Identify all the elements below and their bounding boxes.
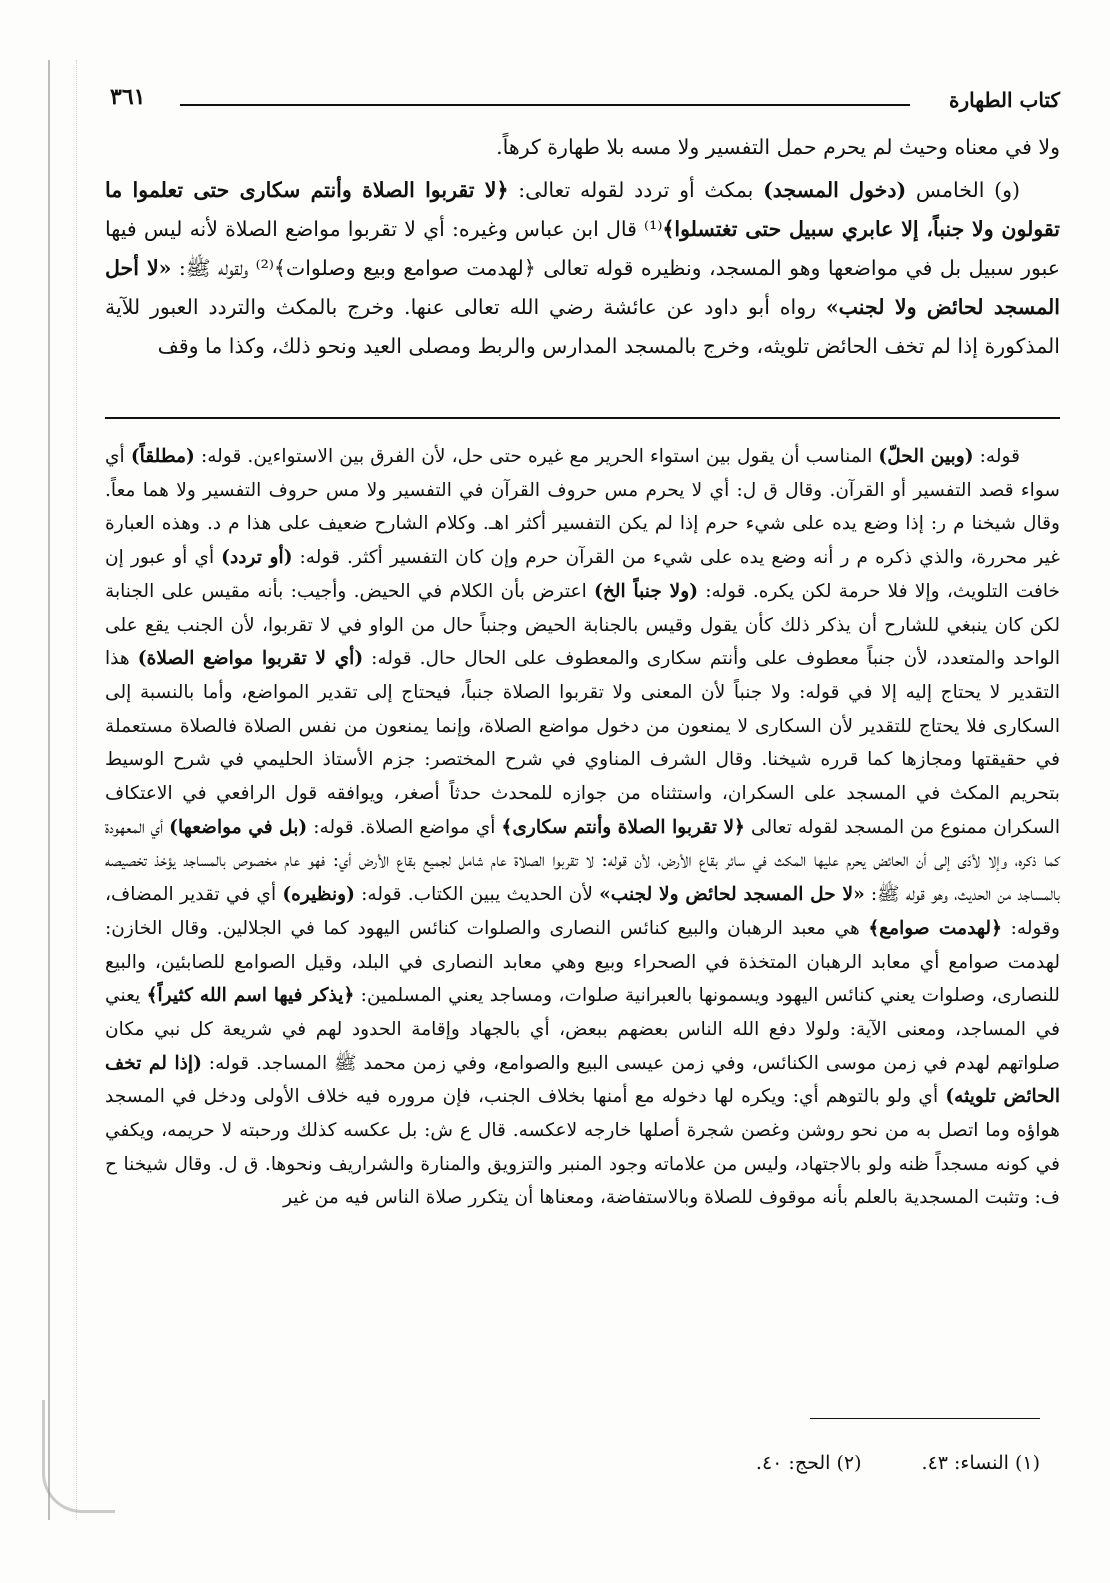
main-text — [105, 128, 1060, 366]
quran-quote: ﴿لا تقربوا الصلاة وأنتم سكارى حتى تعلموا ما تقولون ولا جنباً، إلا عابري سبيل حتى تغتسلوا﴾ — [105, 178, 1060, 241]
section-divider — [105, 417, 1060, 419]
header-rule — [180, 104, 910, 106]
text-run: أي في تقدير المضاف، وقوله: — [105, 884, 1060, 939]
hadith-quote: «لا أحل المسجد لحائض ولا لجنب» — [105, 256, 1060, 319]
text-run: أي المعهودة كما ذكره، وإلا لأدّى إلى أن الحائض يحرم عليها المكث في سائر بقاع الأرض، لأن قوله: لا تقربوا الصلاة عام شامل لجميع بقاع الأرض أي: فهو عام مخصوص بالمساجد يؤخذ تخصيصه بالمساجد من الحديث، وهو قوله ﷺ: — [105, 816, 1060, 906]
lemma: (بل في مواضعها) — [169, 816, 308, 838]
main-paragraph-2 — [105, 171, 1060, 366]
text-run: اعترض بأن الكلام في الحيض. وأجيب: بأنه مقيس على الجنابة لكن كان ينبغي للشارح أن يذكر ذلك كأن يقول وقيس بالجنابة الحيض وجنباً حال من الواو في لا تقربوا، لأن الجنب يقع على الواحد والمتعدد، لأن جنباً معطوف على وأنتم سكارى والمعطوف على الحال حال. قوله: — [105, 580, 1060, 670]
text-run: قوله: — [973, 446, 1020, 467]
lemma: (أي لا تقربوا مواضع الصلاة) — [137, 648, 364, 670]
text-run: ⁽²⁾ ولقوله ﷺ: — [171, 256, 274, 280]
quran-quote: ﴿لهدمت صوامع﴾ — [868, 917, 1002, 939]
page-number: ٣٦١ — [110, 84, 146, 110]
text-run: المناسب أن يقول بين استواء الحرير مع غيره حتى حل، لأن الفرق بين الاستواءين. قوله: — [194, 446, 879, 467]
text-run: يعني في المساجد، ومعنى الآية: ولولا دفع الله الناس بعضهم ببعض، أي بالجهاد وإقامة الحدود لهم في شريعة كل نبي مكان صلواتهم لهدم في زمن موسى الكنائس، وفي زمن عيسى البيع والصوامع، وفي زمن محمد ﷺ المساجد. قوله: — [105, 985, 1060, 1074]
commentary-text — [105, 440, 1060, 1215]
main-paragraph-1: ولا في معناه وحيث لم يحرم حمل التفسير ولا مسه بلا طهارة كرهاً. — [496, 135, 1060, 159]
text-run: هذا التقدير لا يحتاج إليه إلا في قوله: ولا جنباً لأن المعنى ولا تقربوا الصلاة جنباً، فيحتاج إلى تقدير المواضع، وأما بالنسبة إلى السكارى فلا يحتاج للتقدير لأن السكارى لا يمنعون من دخول مواضع الصلاة، وإنما يمنعون من نفس الصلاة فالصلاة مستعملة في حقيقتها ومجازها كما قرره شيخنا. وقال الشرف المناوي في شرح المختصر: جزم الأستاذ الحليمي في شرح الوسيط بتحريم المكث في المسجد على السكران، واستثناه من جوازه للمحدث حدثاً أصغر، ويوافقه قول الرافعي في الاعتكاف السكران ممنوع من المسجد لقوله تعالى — [105, 648, 1060, 838]
text-run: أي سواء قصد التفسير أو القرآن. وقال ق ل: أي لا يحرم مس حروف القرآن في التفسير ولا مس حروف التفسير ولا هما معاً. وقال شيخنا م ر: إذا وضع يده على شيء حرم إذا لم يكن التفسير أكثر اهـ. وكلام الشارح ضعيف على هذا م د. وهذه العبارة غير محررة، والذي ذكره م ر أنه وضع يده على شيء من القرآن حرم وإن كان التفسير أكثر. قوله: — [105, 446, 1060, 569]
quran-quote: ﴿لهدمت صوامع وبيع وصلوات﴾ — [273, 256, 536, 280]
lemma: (مطلقاً) — [130, 446, 195, 467]
text-run: رواه أبو داود عن عائشة رضي الله تعالى عنها. وخرج بالمكث والتردد العبور للآية المذكورة إذا لم تخف الحائض تلويثه، وخرج بالمسجد المدارس والربط ومصلى العيد ونحو ذلك، وكذا ما وقف — [105, 295, 1060, 358]
text-run: بمكث أو تردد لقوله تعالى: — [508, 178, 764, 202]
text-run: أي ولو بالتوهم أي: ويكره لها دخوله مع أمنها بخلاف الجنب، فإن مروره فيه خلاف الأولى ودخل في المسجد هواؤه وما اتصل به من نحو روشن وغصن شجرة أصلها خارجه لاعكسه. قال ع ش: بل عكسه كذلك ورحبته لا حريمه، ويكفي في كونه مسجداً ظنه ولو بالاجتهاد، وليس من علاماته وجود المنبر والتزويق والمنارة والشراريف ونحوها. ق ل. وقال شيخنا ح ف: وتثبت المسجدية بالعلم بأنه موقوف للصلاة وبالاستفاضة، ومعناها أن يتكرر صلاة الناس فيه من غير — [105, 1086, 1060, 1209]
lemma: (ونظيره) — [282, 884, 355, 906]
text-run: أي أو عبور إن خافت التلويث، وإلا فلا حرمة لكن يكره. قوله: — [105, 547, 1061, 602]
text-run: (و) الخامس — [906, 178, 1020, 202]
quran-quote: ﴿يذكر فيها اسم الله كثيراً﴾ — [146, 985, 355, 1007]
text-run: لأن الحديث يبين الكتاب. قوله: — [354, 884, 600, 906]
footnotes — [756, 1450, 1040, 1476]
footnote-2: (٢) الحج: ٤٠. — [755, 1452, 862, 1474]
lemma: (وبين الحلّ) — [878, 446, 974, 467]
lemma: (إذا لم تخف الحائض تلويثه) — [105, 1052, 1061, 1108]
bold-run: (دخول المسجد) — [763, 178, 907, 202]
hadith-quote: «لا حل المسجد لحائض ولا لجنب» — [599, 884, 865, 906]
quran-quote: ﴿لا تقربوا الصلاة وأنتم سكارى﴾ — [501, 816, 745, 838]
footnote-rule — [810, 1418, 1040, 1419]
book-title: كتاب الطهارة — [949, 88, 1060, 112]
text-run: ⁽¹⁾ قال ابن عباس وغيره: أي لا تقربوا مواضع الصلاة لأنه ليس فيها عبور سبيل بل في مواضعها وهو المسجد، ونظيره قوله تعالى — [105, 217, 1060, 280]
lemma: (ولا جنباً الخ) — [594, 580, 699, 602]
text-run: هي معبد الرهبان والبيع كنائس النصارى والصلوات كنائس اليهود كما في الجلالين. وقال الخازن: لهدمت صوامع أي معابد الرهبان المتخذة في الصحراء وبيع وهي معابد النصارى في البلد، وقيل الصوامع للصابئين، والبيع للنصارى، وصلوات يعني كنائس اليهود ويسمونها بالعبرانية صلوات، ومساجد يعني المسلمين: — [105, 917, 1060, 1007]
binding-curl-decoration — [42, 1400, 115, 1513]
page-header — [110, 84, 1060, 124]
footnote-1: (١) النساء: ٤٣. — [921, 1452, 1040, 1474]
lemma: (أو تردد) — [221, 547, 293, 569]
text-run: أي مواضع الصلاة. قوله: — [307, 816, 502, 838]
commentary-paragraph — [105, 440, 1060, 1215]
binding-edge — [48, 60, 77, 1520]
